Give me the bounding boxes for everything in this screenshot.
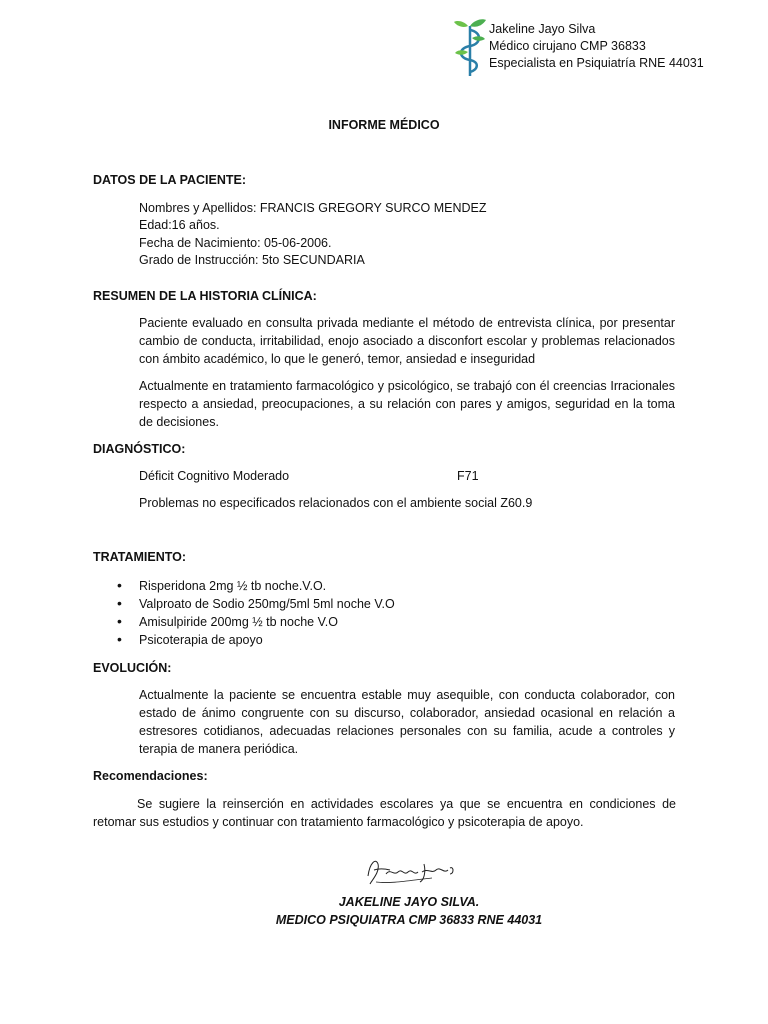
recommendations-heading: Recomendaciones: [93, 769, 208, 783]
treatment-heading: TRATAMIENTO: [93, 550, 187, 564]
recommendations-paragraph [93, 795, 676, 831]
patient-data-heading: DATOS DE LA PACIENTE: [93, 173, 247, 187]
history-paragraph-1 [139, 314, 675, 368]
bullet-icon [117, 612, 139, 631]
list-item [117, 612, 395, 630]
patient-grade: Grado de Instrucción: 5to SECUNDARIA [139, 253, 365, 267]
document-title: INFORME MÉDICO [328, 118, 440, 132]
handwritten-signature [362, 854, 458, 888]
doctor-specialty: Especialista en Psiquiatría RNE 44031 [489, 56, 704, 70]
diagnosis-1-code: F71 [457, 469, 479, 483]
evolution-text: Actualmente la paciente se encuentra estable muy asequible, con conducta colaborador, con estado de ánimo congruente con su discurso, colaborador, ansiedad ocasional en relación a estresores cotidianos, adecuadas relaciones personales con su familia, acude a controles y terapia de manera periódica. [139, 688, 675, 756]
caduceus-logo-icon [452, 18, 488, 78]
doctor-credential: Médico cirujano CMP 36833 [489, 39, 646, 53]
letterhead [489, 21, 704, 72]
patient-birthdate: Fecha de Nacimiento: 05-06-2006. [139, 236, 332, 250]
treatment-item: Valproato de Sodio 250mg/5ml 5ml noche V.O [139, 597, 395, 611]
list-item [117, 576, 395, 594]
recommendations-text: Se sugiere la reinserción en actividades escolares ya que se encuentra en condiciones de retomar sus estudios y continuar con tratamiento farmacológico y psicoterapia de apoyo. [93, 797, 676, 829]
signer-name: JAKELINE JAYO SILVA. [338, 895, 480, 909]
history-paragraph-2 [139, 377, 675, 431]
list-item [117, 594, 395, 612]
history-heading: RESUMEN DE LA HISTORIA CLÍNICA: [93, 289, 317, 303]
diagnosis-2: Problemas no especificados relacionados con el ambiente social Z60.9 [139, 496, 533, 510]
patient-age: Edad:16 años. [139, 218, 220, 232]
doctor-name: Jakeline Jayo Silva [489, 22, 596, 36]
diagnosis-1: Déficit Cognitivo Moderado [139, 469, 290, 483]
evolution-heading: EVOLUCIÓN: [93, 661, 172, 675]
history-text-1: Paciente evaluado en consulta privada mediante el método de entrevista clínica, por presentar cambio de conducta, irritabilidad, enojo asociado a disconfort escolar y problemas relacionados con ámbito académico, lo que le generó, temor, ansiedad e inseguridad [139, 316, 675, 366]
patient-name: Nombres y Apellidos: FRANCIS GREGORY SURCO MENDEZ [139, 201, 487, 215]
treatment-list [117, 576, 395, 648]
treatment-item: Amisulpiride 200mg ½ tb noche V.O [139, 615, 338, 629]
diagnosis-heading: DIAGNÓSTICO: [93, 442, 186, 456]
treatment-item: Risperidona 2mg ½ tb noche.V.O. [139, 579, 327, 593]
bullet-icon [117, 630, 139, 649]
treatment-item: Psicoterapia de apoyo [139, 633, 263, 647]
history-text-2: Actualmente en tratamiento farmacológico y psicológico, se trabajó con él creencias Irracionales respecto a ansiedad, preocupaciones, a su relación con pares y amigos, seguridad en la toma de decisiones. [139, 379, 675, 429]
list-item [117, 630, 395, 648]
evolution-paragraph [139, 686, 675, 758]
signer-title: MEDICO PSIQUIATRA CMP 36833 RNE 44031 [275, 913, 543, 927]
bullet-icon [117, 594, 139, 613]
bullet-icon [117, 576, 139, 595]
